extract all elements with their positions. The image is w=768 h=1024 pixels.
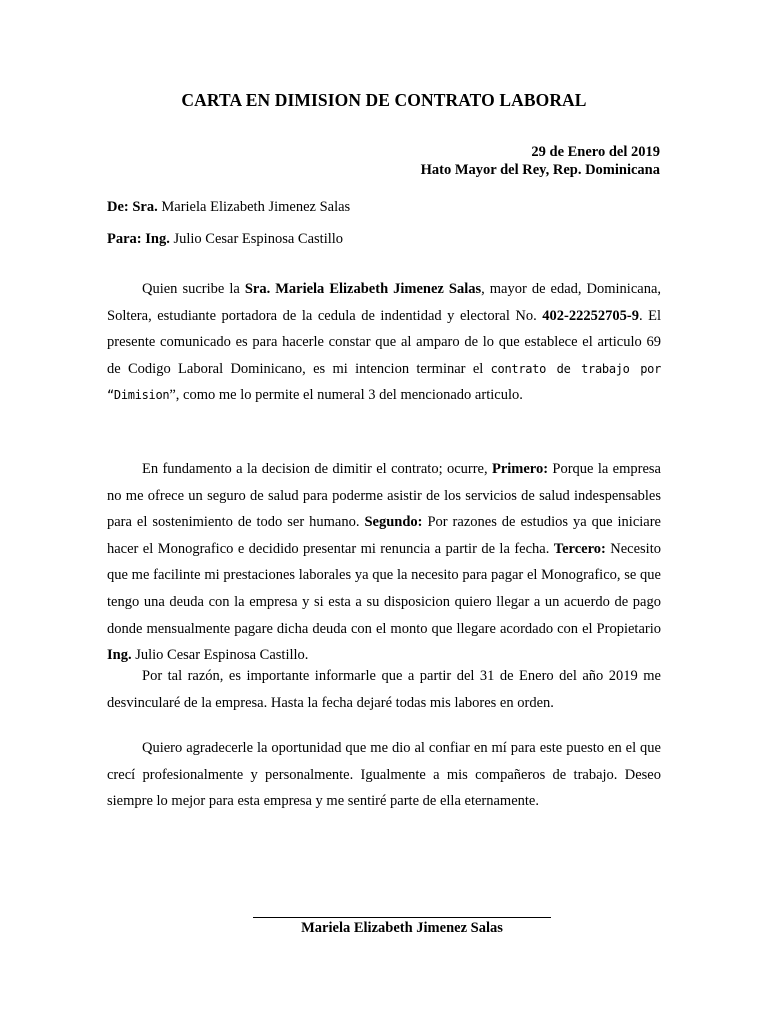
- bold-run: Primero:: [491, 461, 549, 477]
- sender-name: Mariela Elizabeth Jimenez Salas: [157, 199, 351, 215]
- paragraph-thanks: Quiero agradecerle la oportunidad que me dio al confiar en mí para este puesto en el que crecí profesionalmente y personalmente. Igualmente a mis compañeros de trabajo. Deseo siempre lo mejor para esta empresa y me sentiré parte de ella eternamente.: [107, 740, 661, 810]
- bold-run: Tercero:: [553, 540, 606, 557]
- bold-run: Ing.: [107, 647, 132, 664]
- signature-name: Mariela Elizabeth Jimenez Salas: [301, 920, 503, 936]
- recipient-label: Para: Ing.: [107, 231, 170, 247]
- id-number: 402-22252705-9: [542, 307, 639, 324]
- paragraph-intro: [107, 276, 661, 409]
- recipient-name: Julio Cesar Espinosa Castillo: [169, 231, 344, 247]
- bold-run: Segundo:: [364, 514, 423, 531]
- text-run: Julio Cesar Espinosa Castillo.: [131, 647, 309, 664]
- sender-line: [107, 199, 350, 216]
- letter-date: 29 de Enero del 2019: [531, 144, 660, 160]
- text-run: Porque la empresa no me ofrece un seguro de salud para poderme asistir de los servicios de salud indespensables para el sostenimiento de todo ser humano.: [107, 461, 661, 531]
- mono-run: contrato de trabajo por “Dimision: [107, 361, 661, 403]
- signature-line: [253, 917, 551, 918]
- text-run: . El presente comunicado es para hacerle constar que al amparo de lo que establece el articulo 69 de Codigo Laboral Dominicano, es mi intencion terminar el: [107, 307, 661, 377]
- recipient-line: [107, 231, 343, 248]
- date-place-block: [421, 143, 660, 179]
- letter-place: Hato Mayor del Rey, Rep. Dominicana: [420, 162, 660, 178]
- text-run: ”, como me lo permite el numeral 3 del mencionado articulo.: [169, 387, 523, 404]
- paragraph-date-notice: Por tal razón, es importante informarle que a partir del 31 de Enero del año 2019 me desvincularé de la empresa. Hasta la fecha dejaré todas mis labores en orden.: [107, 668, 661, 711]
- sender-label: De: Sra.: [107, 199, 158, 215]
- text-run: En fundamento a la decision de dimitir el contrato; ocurre,: [142, 461, 492, 477]
- text-run: Quien sucribe la: [142, 281, 245, 297]
- paragraph-reasons: [107, 456, 661, 669]
- text-run: , mayor de edad, Dominicana, Soltera, estudiante portadora de la cedula de indentidad y electoral No.: [107, 281, 662, 324]
- text-run: Necesito que me facilinte mi prestaciones laborales ya que la necesito para pagar el Monografico, se que tengo una deuda con la empresa y si esta a su disposicion quiero llegar a un acuerdo de pago donde mensualmente pagare dicha deuda con el monto que llegare acordado con el Propietario: [107, 540, 661, 637]
- text-run: Por razones de estudios ya que iniciare hacer el Monografico e decidido presentar mi renuncia a partir de la fecha.: [107, 514, 661, 557]
- letter-title: CARTA EN DIMISION DE CONTRATO LABORAL: [181, 90, 587, 110]
- bold-run: Sra. Mariela Elizabeth Jimenez Salas: [244, 281, 482, 297]
